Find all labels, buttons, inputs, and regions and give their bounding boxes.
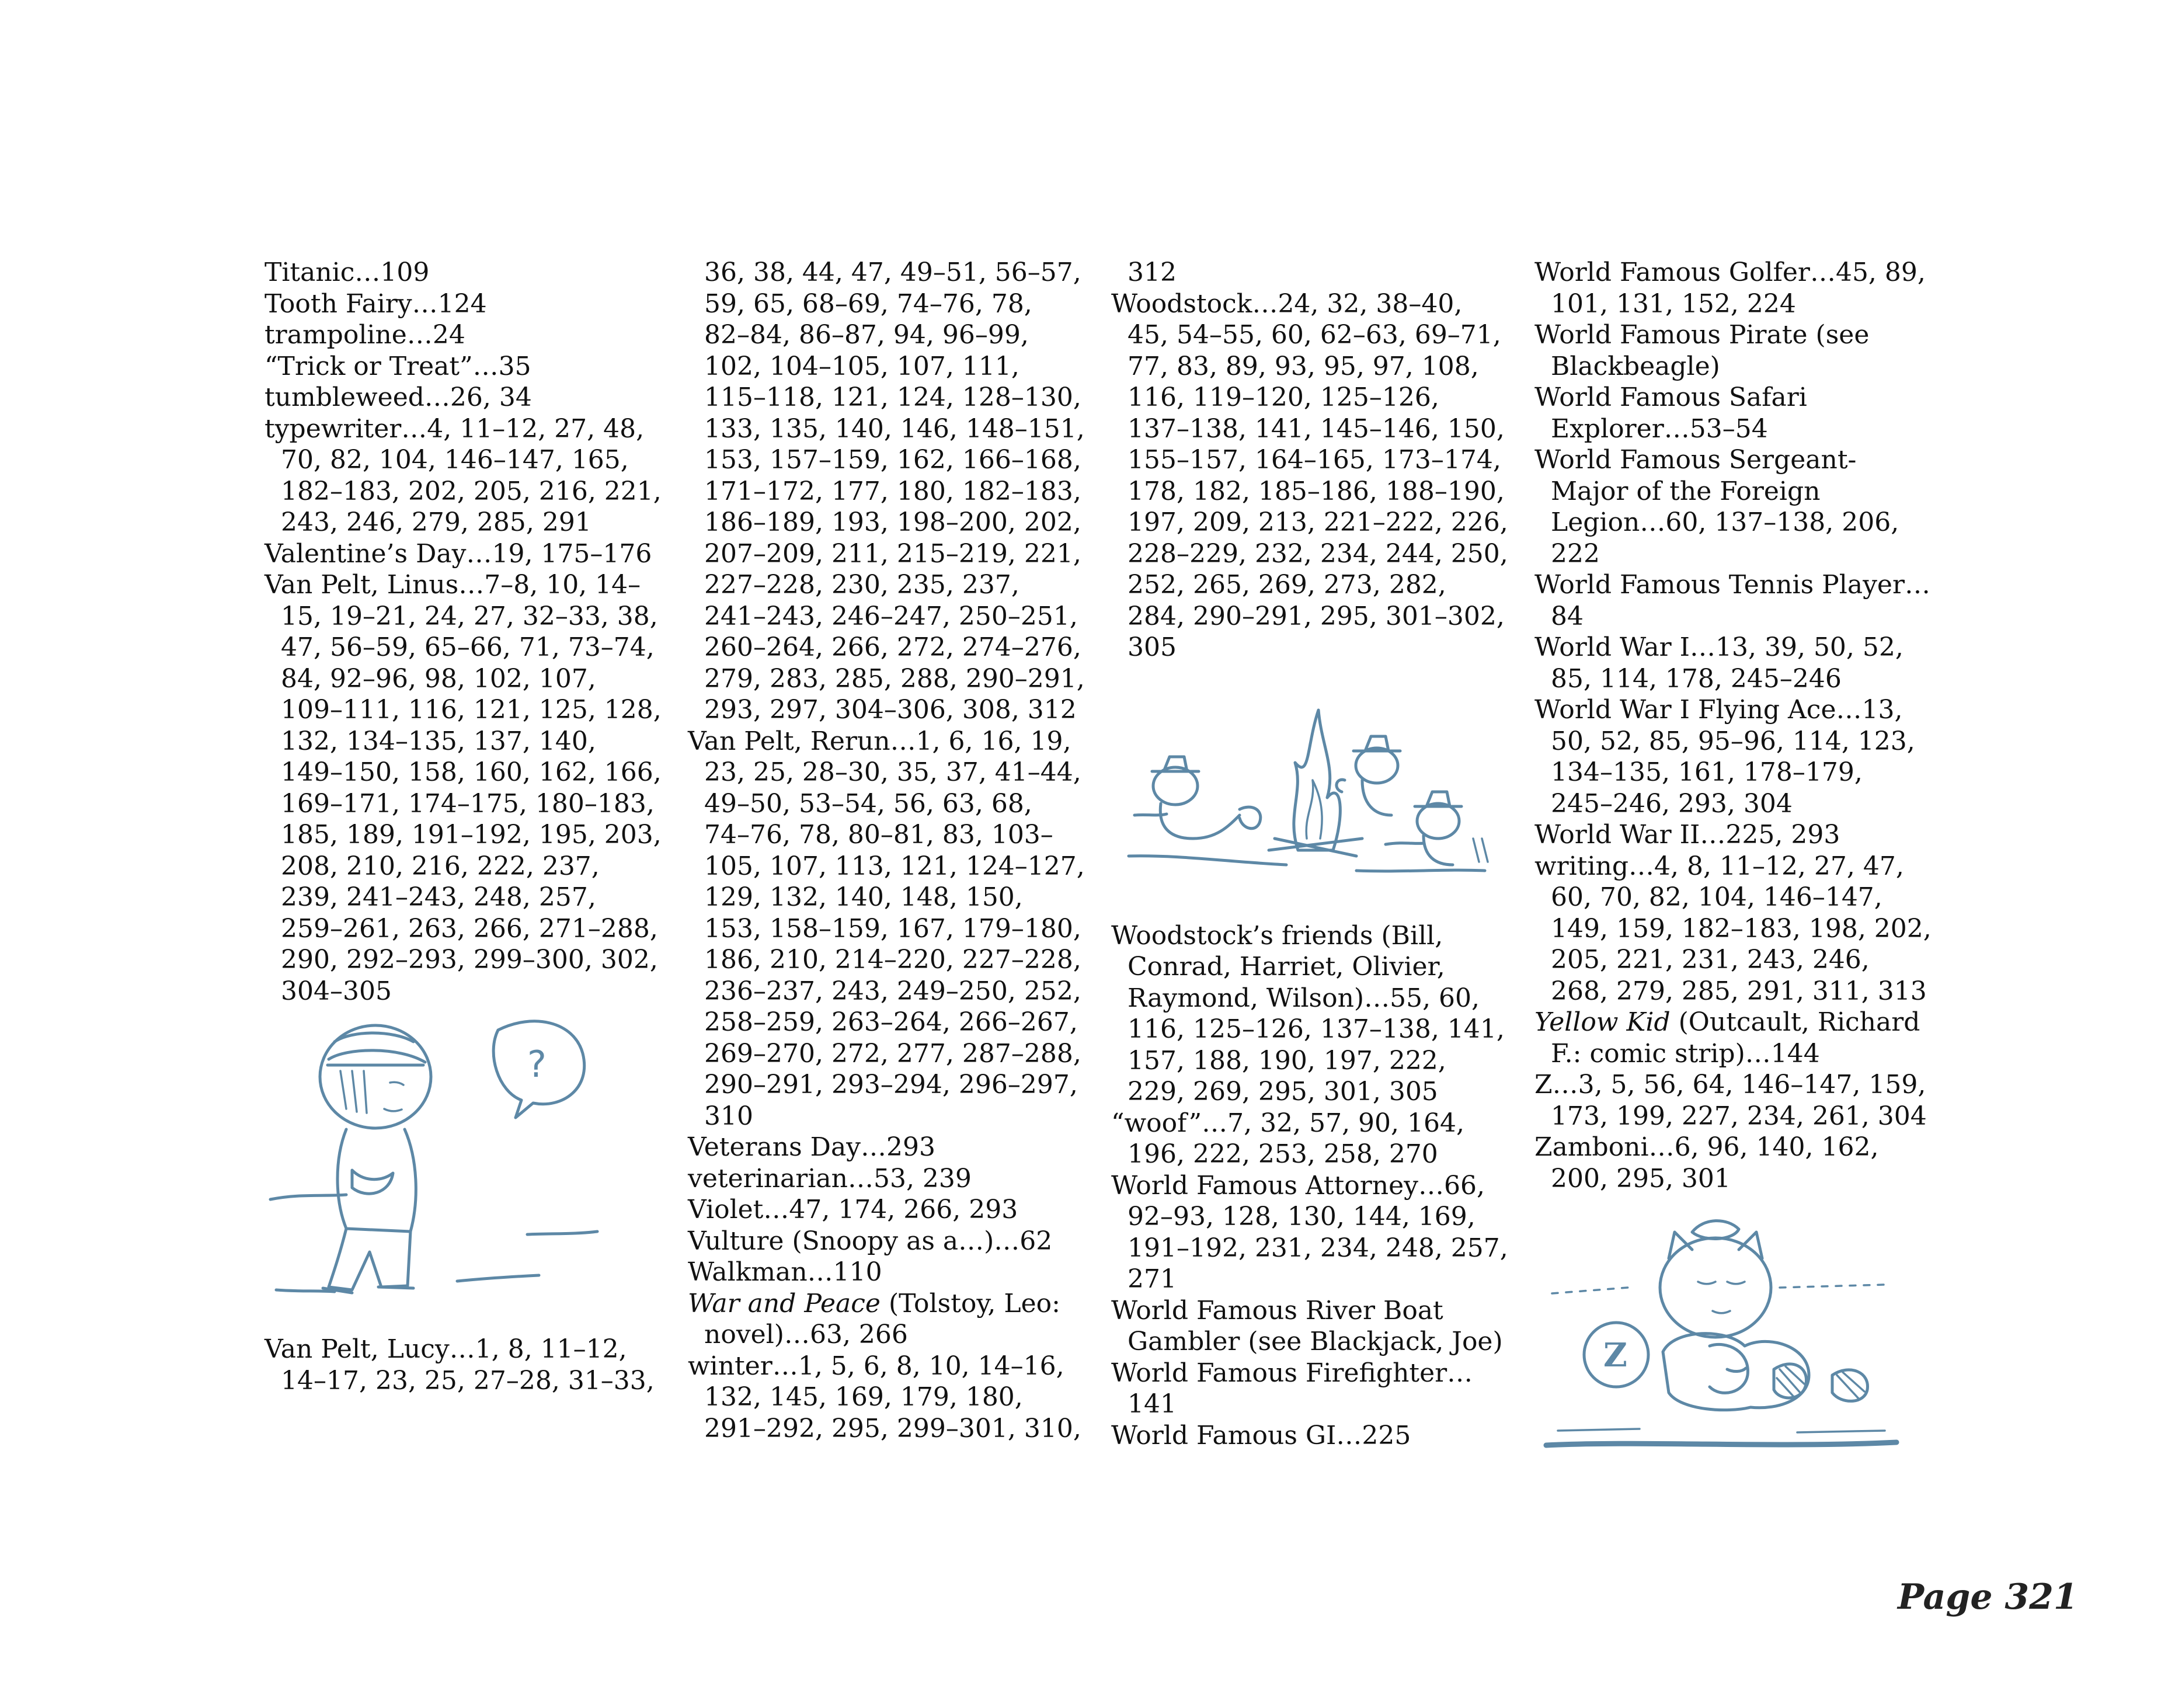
index-entry-yellow-kid xyxy=(1534,1007,1932,1069)
index-entry: veterinarian…53, 239 xyxy=(688,1163,972,1194)
index-entry: typewriter…4, 11–12, 27, 48, 70, 82, 104, 146–147, 165, 182–183, 202, 205, 216, 221, 243, 246, 279, 285, 291 xyxy=(265,413,662,537)
index-entry: World War I…13, 39, 50, 52, 85, 114, 178, 245–246 xyxy=(1534,632,1903,694)
index-column-4 xyxy=(1534,257,1932,1480)
index-entry: tumbleweed…26, 34 xyxy=(265,382,532,412)
index-entry: World Famous Golfer…45, 89, 101, 131, 152, 224 xyxy=(1534,258,1926,319)
index-entry: World Famous River Boat Gambler (see Blackjack, Joe) xyxy=(1111,1295,1503,1356)
sleeping-snoopy-illustration xyxy=(1534,1200,1932,1480)
index-entry: 36, 38, 44, 47, 49–51, 56–57, 59, 65, 68–69, 74–76, 78, 82–84, 86–87, 94, 96–99, 102, 104–105, 107, 111, 115–118, 121, 124, 128–130, 133, 135, 140, 146, 148–151, 153, 157–159, 162, 166–168, 171–172, 177, 180, 182–183, 186–189, 193, 198–200, 202, 207–209, 211, 215–219, 221, 227–228, 230, 235, 237, 241–243, 246–247, 250–251, 260–264, 266, 272, 274–276, 279, 283, 285, 288, 290–291, 293, 297, 304–306, 308, 312 xyxy=(704,258,1085,725)
index-entry: Van Pelt, Linus…7–8, 10, 14–15, 19–21, 24, 27, 32–33, 38, 47, 56–59, 65–66, 71, 73–74, 84, 92–96, 98, 102, 107, 109–111, 116, 121, 125, 128, 132, 134–135, 137, 140, 149–150, 158, 160, 162, 166, 169–171, 174–175, 180–183, 185, 189, 191–192, 195, 203, 208, 210, 216, 222, 237, 239, 241–243, 248, 257, 259–261, 263, 266, 271–288, 290, 292–293, 299–300, 302, 304–305 xyxy=(265,570,662,1006)
index-column-3 xyxy=(1111,257,1508,1451)
index-entry: “woof”…7, 32, 57, 90, 164, 196, 222, 253, 258, 270 xyxy=(1111,1108,1464,1169)
campfire-drawing xyxy=(1111,663,1508,920)
bubble-z-letter: Z xyxy=(1603,1336,1627,1375)
index-entry: World Famous Firefighter…141 xyxy=(1111,1358,1473,1419)
index-column-2 xyxy=(688,257,1085,1444)
index-entry: “Trick or Treat”…35 xyxy=(265,351,531,381)
book-title: War and Peace xyxy=(688,1288,881,1319)
index-entry: Woodstock…24, 32, 38–40, 45, 54–55, 60, 62–63, 69–71, 77, 83, 89, 93, 95, 97, 108, 116, 119–120, 125–126, 137–138, 141, 145–146, 150, 155–157, 164–165, 173–174, 178, 182, 185–186, 188–190, 197, 209, 213, 221–222, 226, 228–229, 232, 234, 244, 250, 252, 265, 269, 273, 282, 284, 290–291, 295, 301–302, 305 xyxy=(1111,288,1508,662)
index-entry-war-and-peace xyxy=(688,1288,1085,1351)
index-entry: Zamboni…6, 96, 140, 162, 200, 295, 301 xyxy=(1534,1132,1879,1194)
index-entry: Woodstock’s friends (Bill, Conrad, Harriet, Olivier, Raymond, Wilson)…55, 60, 116, 125–126, 137–138, 141, 157, 188, 190, 197, 222, 229, 269, 295, 301, 305 xyxy=(1111,920,1505,1107)
index-entry: World Famous Tennis Player…84 xyxy=(1534,570,1931,631)
bubble-question-mark: ? xyxy=(527,1043,547,1086)
index-column-1 xyxy=(265,257,662,1396)
entry-text: (Outcault, Richard F.: comic strip)…144 xyxy=(1551,1007,1920,1069)
index-entry: World Famous Safari Explorer…53–54 xyxy=(1534,382,1807,444)
index-entry: World War I Flying Ace…13, 50, 52, 85, 95–96, 114, 123, 134–135, 161, 178–179, 245–246, 293, 304 xyxy=(1534,695,1915,819)
index-entry: Van Pelt, Lucy…1, 8, 11–12, 14–17, 23, 25, 27–28, 31–33, xyxy=(265,1334,655,1396)
index-entry: 312 xyxy=(1128,258,1177,287)
index-entry: Vulture (Snoopy as a…)…62 xyxy=(688,1226,1053,1256)
comic-title: Yellow Kid xyxy=(1534,1007,1671,1037)
index-entry: Violet…47, 174, 266, 293 xyxy=(688,1195,1018,1225)
index-entry: Van Pelt, Rerun…1, 6, 16, 19, 23, 25, 28–30, 35, 37, 41–44, 49–50, 53–54, 56, 63, 68, 74–76, 78, 80–81, 83, 103–105, 107, 113, 121, 124–127, 129, 132, 140, 148, 150, 153, 158–159, 167, 179–180, 186, 210, 214–220, 227–228, 236–237, 243, 249–250, 252, 258–259, 263–264, 266–267, 269–270, 272, 277, 287–288, 290–291, 293–294, 296–297, 310 xyxy=(688,726,1085,1131)
index-entry: writing…4, 8, 11–12, 27, 47, 60, 70, 82, 104, 146–147, 149, 159, 182–183, 198, 202, 205, 221, 231, 243, 246, 268, 279, 285, 291, 311, 313 xyxy=(1534,851,1932,1006)
linus-drawing xyxy=(265,1007,662,1334)
index-entry: World Famous Attorney…66, 92–93, 128, 130, 144, 169, 191–192, 231, 234, 248, 257, 271 xyxy=(1111,1170,1508,1294)
index-entry: World Famous Pirate (see Blackbeagle) xyxy=(1534,320,1870,381)
index-entry: Walkman…110 xyxy=(688,1257,882,1287)
index-entry: Titanic…109 xyxy=(265,258,430,287)
index-entry: Valentine’s Day…19, 175–176 xyxy=(265,538,652,569)
index-entry: World Famous GI…225 xyxy=(1111,1420,1411,1450)
campfire-illustration xyxy=(1111,663,1508,920)
linus-illustration xyxy=(265,1007,662,1334)
index-entry: Z…3, 5, 56, 64, 146–147, 159, 173, 199, 227, 234, 261, 304 xyxy=(1534,1070,1927,1131)
index-entry: winter…1, 5, 6, 8, 10, 14–16, 132, 145, 169, 179, 180, 291–292, 295, 299–301, 310, xyxy=(688,1351,1081,1443)
index-entry: World War II…225, 293 xyxy=(1534,820,1840,850)
index-entry: Tooth Fairy…124 xyxy=(265,288,487,319)
index-entry: World Famous Sergeant-Major of the Foreign Legion…60, 137–138, 206, 222 xyxy=(1534,445,1899,569)
sleeping-drawing xyxy=(1534,1200,1932,1480)
index-entry: Veterans Day…293 xyxy=(688,1132,936,1162)
page-number: Page 321 xyxy=(1898,1577,2078,1617)
entry-text: (Tolstoy, Leo: novel)…63, 266 xyxy=(704,1288,1060,1349)
index-entry: trampoline…24 xyxy=(265,320,465,350)
